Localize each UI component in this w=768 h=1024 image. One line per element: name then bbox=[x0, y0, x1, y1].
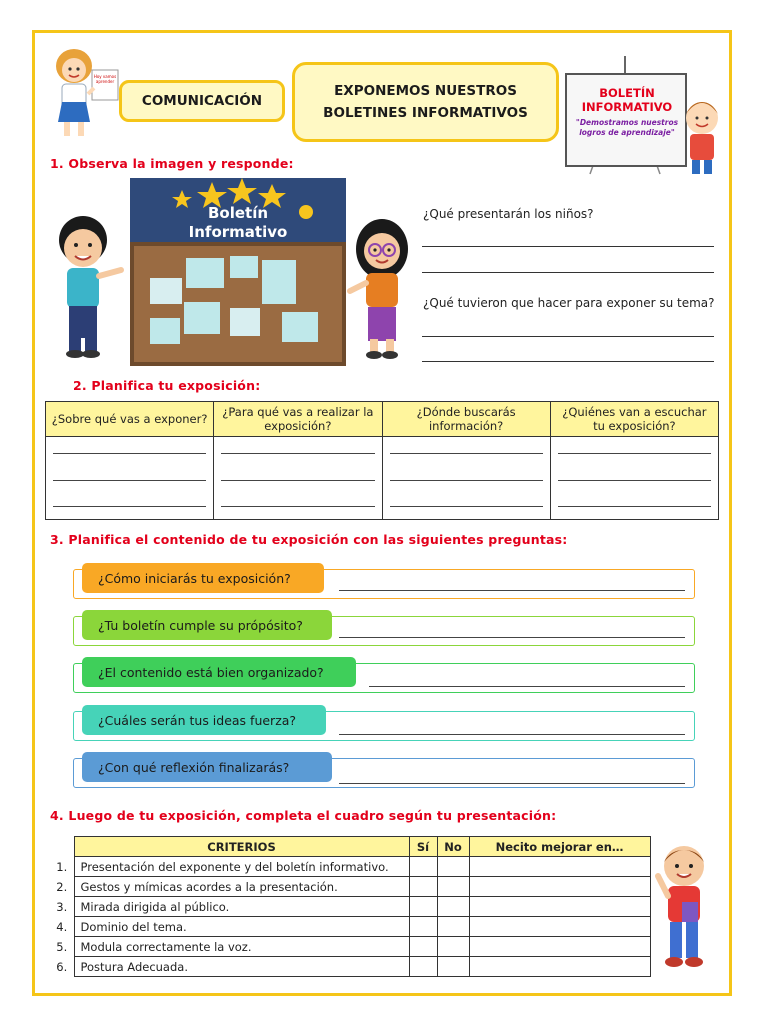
board-title-line1: BOLETÍN bbox=[599, 86, 655, 100]
boy-thumbs-up-illustration bbox=[652, 840, 716, 972]
criteria-cell: Presentación del exponente y del boletín informativo. bbox=[74, 857, 409, 877]
subject-label bbox=[119, 80, 285, 122]
row-number: 3. bbox=[56, 899, 68, 914]
question-pill bbox=[82, 752, 332, 782]
answer-cell[interactable] bbox=[550, 437, 718, 520]
table-header-row bbox=[50, 837, 650, 857]
question-label: ¿El contenido está bien organizado? bbox=[98, 664, 324, 680]
yes-cell[interactable] bbox=[409, 897, 437, 917]
row-number: 2. bbox=[56, 879, 68, 894]
criteria-cell: Postura Adecuada. bbox=[74, 957, 409, 977]
improve-header: Necito mejorar en… bbox=[469, 837, 650, 857]
board-subtitle: "Demostramos nuestros logros de aprendizaje" bbox=[575, 118, 679, 137]
question-pill bbox=[82, 610, 332, 640]
bulletin-board-heading bbox=[130, 204, 346, 242]
question-pill bbox=[82, 657, 356, 687]
no-cell[interactable] bbox=[437, 897, 469, 917]
criteria-header: CRITERIOS bbox=[74, 837, 409, 857]
answer-line[interactable] bbox=[369, 686, 685, 687]
section2-title: 2. Planifica tu exposición: bbox=[73, 378, 261, 393]
question-row-purpose bbox=[73, 616, 695, 646]
question-label: ¿Cuáles serán tus ideas fuerza? bbox=[98, 712, 297, 728]
no-cell[interactable] bbox=[437, 937, 469, 957]
no-cell[interactable] bbox=[437, 857, 469, 877]
improve-cell[interactable] bbox=[469, 877, 650, 897]
answer-line[interactable] bbox=[339, 590, 685, 591]
improve-cell[interactable] bbox=[469, 897, 650, 917]
yes-header: Sí bbox=[409, 837, 437, 857]
subject-text: COMUNICACIÓN bbox=[141, 93, 263, 109]
girl-with-sign-illustration bbox=[48, 46, 120, 142]
table-header-row bbox=[46, 402, 719, 437]
self-evaluation-table bbox=[50, 836, 651, 977]
question-pill bbox=[82, 563, 324, 593]
improve-cell[interactable] bbox=[469, 917, 650, 937]
board-title-line2: INFORMATIVO bbox=[581, 100, 673, 114]
answer-line[interactable] bbox=[422, 336, 714, 337]
question-what-present: ¿Qué presentarán los niños? bbox=[423, 207, 594, 221]
yes-cell[interactable] bbox=[409, 857, 437, 877]
answer-line[interactable] bbox=[339, 637, 685, 638]
table-header: ¿Quiénes van a escuchar tu exposición? bbox=[550, 402, 718, 437]
criteria-cell: Gestos y mímicas acordes a la presentación. bbox=[74, 877, 409, 897]
table-header: ¿Dónde buscarás información? bbox=[382, 402, 550, 437]
no-cell[interactable] bbox=[437, 957, 469, 977]
answer-cell[interactable] bbox=[46, 437, 214, 520]
question-label: ¿Tu boletín cumple su própósito? bbox=[98, 617, 303, 633]
row-number: 4. bbox=[56, 919, 68, 934]
bulletin-heading-line1: Boletín bbox=[207, 204, 269, 222]
question-label: ¿Con qué reflexión finalizarás? bbox=[98, 759, 290, 775]
boy-pointing-illustration bbox=[55, 212, 127, 360]
bulletin-heading-line2: Informativo bbox=[188, 223, 288, 241]
page-title-line1: EXPONEMOS NUESTROS bbox=[334, 83, 517, 99]
bulletin-board-boy-illustration bbox=[562, 56, 730, 178]
section1-title: 1. Observa la imagen y responde: bbox=[50, 156, 294, 171]
board-title bbox=[570, 86, 684, 114]
question-row-start bbox=[73, 569, 695, 599]
answer-line[interactable] bbox=[422, 272, 714, 273]
improve-cell[interactable] bbox=[469, 857, 650, 877]
question-label: ¿Cómo iniciarás tu exposición? bbox=[98, 570, 291, 586]
bulletin-board-image bbox=[130, 178, 346, 366]
section4-title: 4. Luego de tu exposición, completa el cuadro según tu presentación: bbox=[50, 808, 557, 823]
answer-line[interactable] bbox=[339, 783, 685, 784]
table-header: ¿Para qué vas a realizar la exposición? bbox=[214, 402, 382, 437]
no-cell[interactable] bbox=[437, 917, 469, 937]
answer-line[interactable] bbox=[422, 361, 714, 362]
question-row-reflection bbox=[73, 758, 695, 788]
no-cell[interactable] bbox=[437, 877, 469, 897]
answer-line[interactable] bbox=[422, 246, 714, 247]
question-pill bbox=[82, 705, 326, 735]
page-title-line2: BOLETINES INFORMATIVOS bbox=[323, 105, 528, 121]
answer-cell[interactable] bbox=[382, 437, 550, 520]
exposition-plan-table bbox=[45, 401, 719, 520]
criteria-cell: Modula correctamente la voz. bbox=[74, 937, 409, 957]
row-number: 5. bbox=[56, 939, 68, 954]
table-row bbox=[46, 437, 719, 520]
yes-cell[interactable] bbox=[409, 937, 437, 957]
table-header: ¿Sobre qué vas a exponer? bbox=[46, 402, 214, 437]
yes-cell[interactable] bbox=[409, 957, 437, 977]
table-row bbox=[50, 957, 650, 977]
answer-line[interactable] bbox=[339, 734, 685, 735]
question-what-do: ¿Qué tuvieron que hacer para exponer su tema? bbox=[423, 296, 715, 310]
criteria-cell: Dominio del tema. bbox=[74, 917, 409, 937]
question-row-organized bbox=[73, 663, 695, 693]
yes-cell[interactable] bbox=[409, 917, 437, 937]
improve-cell[interactable] bbox=[469, 937, 650, 957]
page-title-box bbox=[292, 62, 559, 142]
table-row bbox=[50, 937, 650, 957]
improve-cell[interactable] bbox=[469, 957, 650, 977]
row-number: 6. bbox=[56, 959, 68, 974]
answer-cell[interactable] bbox=[214, 437, 382, 520]
row-number: 1. bbox=[56, 859, 68, 874]
table-row bbox=[50, 897, 650, 917]
table-row bbox=[50, 857, 650, 877]
section3-title: 3. Planifica el contenido de tu exposición con las siguientes preguntas: bbox=[50, 532, 568, 547]
table-row bbox=[50, 917, 650, 937]
girl-glasses-illustration bbox=[346, 215, 416, 360]
question-row-ideas bbox=[73, 711, 695, 741]
criteria-cell: Mirada dirigida al público. bbox=[74, 897, 409, 917]
yes-cell[interactable] bbox=[409, 877, 437, 897]
table-row bbox=[50, 877, 650, 897]
girl-sign-text: Hoy vamos aprender bbox=[93, 74, 117, 84]
no-header: No bbox=[437, 837, 469, 857]
